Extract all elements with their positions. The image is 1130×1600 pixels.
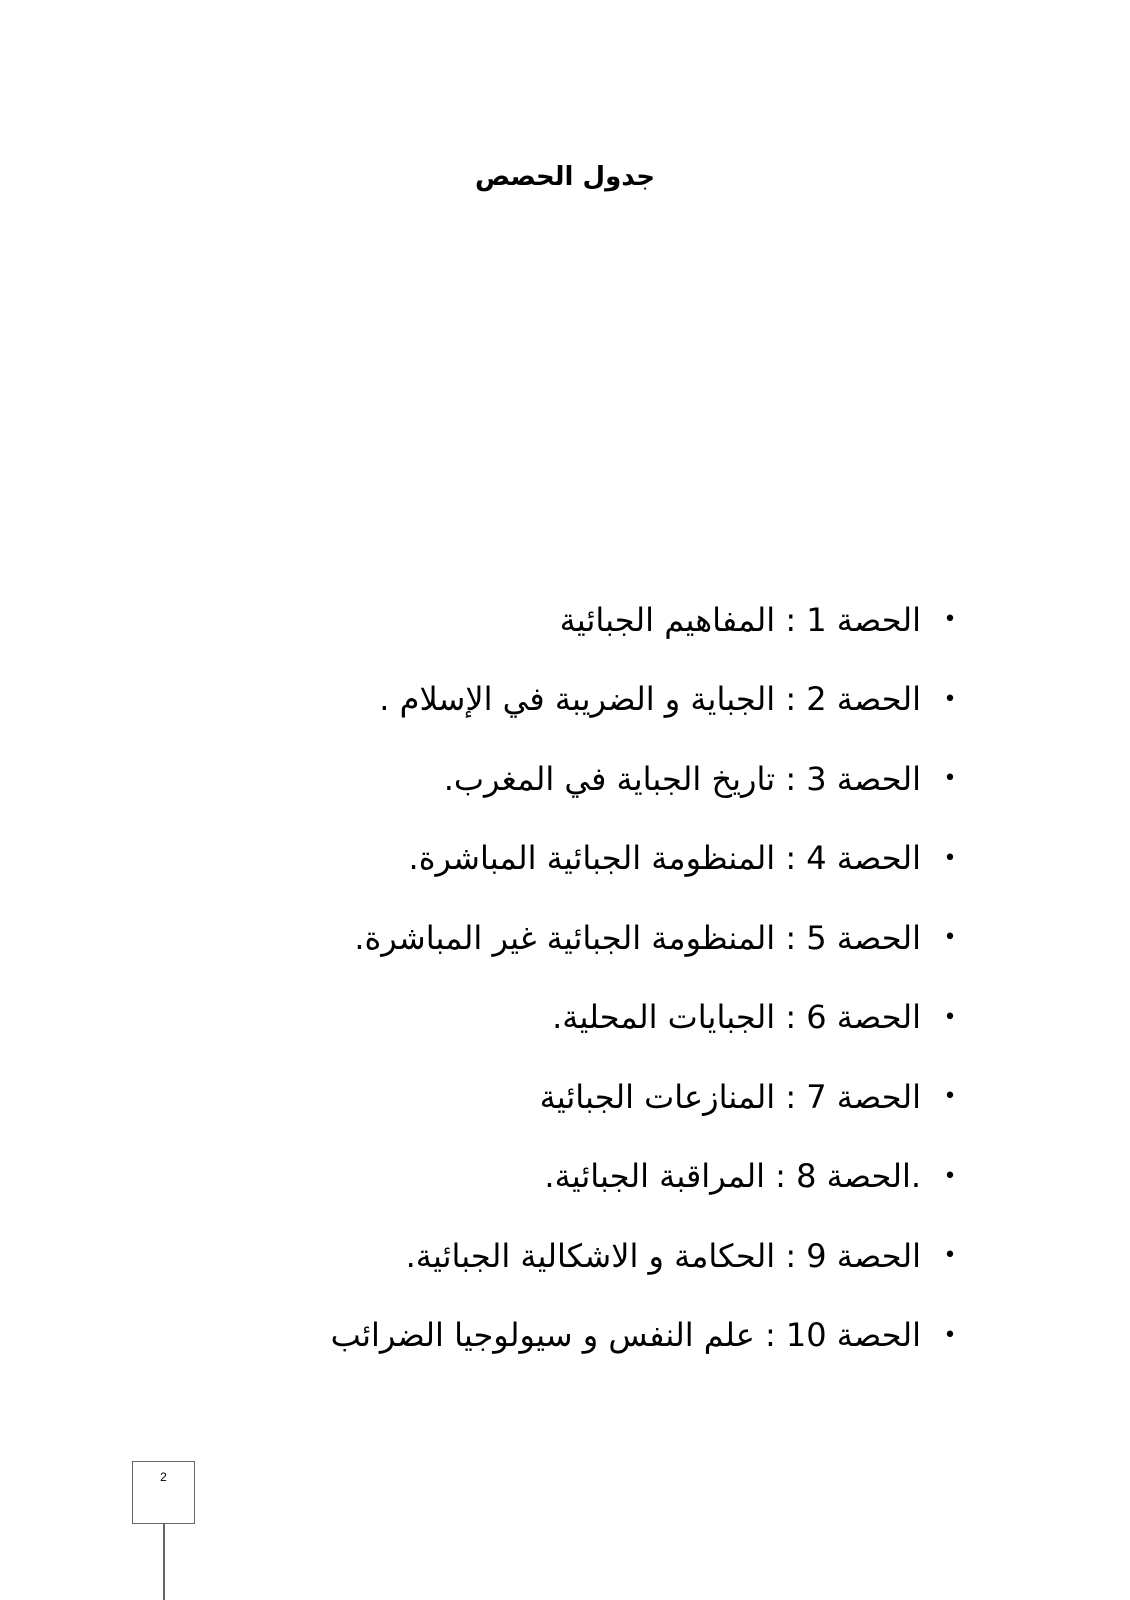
bullet-icon: • — [943, 845, 957, 871]
bullet-icon: • — [943, 686, 957, 712]
page-title: جدول الحصص — [474, 162, 656, 193]
bullet-icon: • — [943, 1322, 957, 1348]
list-item — [245, 1296, 965, 1376]
bullet-icon: • — [943, 1243, 957, 1269]
session-text: الحصة 6 : الجبايات المحلية. — [552, 998, 921, 1037]
session-text: الحصة 10 : علم النفس و سيولوجيا الضرائب — [330, 1316, 921, 1355]
session-text: .الحصة 8 : المراقبة الجبائية. — [544, 1157, 921, 1196]
list-item — [245, 819, 965, 899]
session-text: الحصة 2 : الجباية و الضريبة في الإسلام . — [379, 680, 921, 719]
list-item — [245, 898, 965, 978]
bullet-icon: • — [943, 1084, 957, 1110]
list-item — [245, 660, 965, 740]
bullet-icon: • — [943, 925, 957, 951]
list-item — [245, 1137, 965, 1217]
list-item — [245, 978, 965, 1058]
list-item — [245, 739, 965, 819]
page-number-connector — [163, 1524, 165, 1600]
bullet-icon: • — [943, 1163, 957, 1189]
page-number: 2 — [132, 1461, 195, 1524]
session-text: الحصة 4 : المنظومة الجبائية المباشرة. — [408, 839, 921, 878]
list-item — [245, 580, 965, 660]
list-item — [245, 1057, 965, 1137]
session-text: الحصة 5 : المنظومة الجبائية غير المباشرة. — [354, 918, 921, 957]
list-item — [245, 1216, 965, 1296]
session-text: الحصة 3 : تاريخ الجباية في المغرب. — [443, 759, 921, 798]
session-text: الحصة 7 : المنازعات الجبائية — [539, 1077, 921, 1116]
bullet-icon: • — [943, 607, 957, 633]
bullet-icon: • — [943, 1004, 957, 1030]
sessions-list — [245, 580, 965, 1375]
session-text: الحصة 1 : المفاهيم الجبائية — [559, 600, 921, 639]
session-text: الحصة 9 : الحكامة و الاشكالية الجبائية. — [405, 1236, 921, 1275]
bullet-icon: • — [943, 766, 957, 792]
